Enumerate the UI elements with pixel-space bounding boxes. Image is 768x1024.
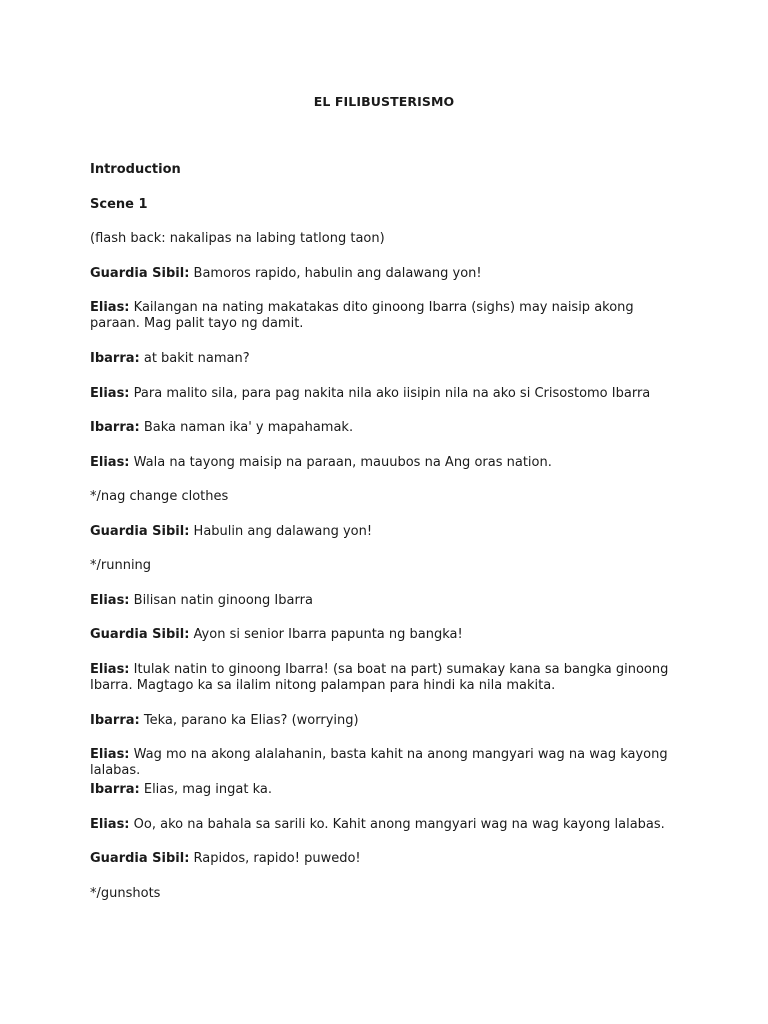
stage-direction: */nag change clothes	[90, 489, 229, 504]
speaker-name: Ibarra:	[90, 420, 140, 435]
dialogue-text: Wala na tayong maisip na paraan, mauubos na Ang oras nation.	[129, 455, 552, 470]
dialogue-text: Bamoros rapido, habulin ang dalawang yon!	[189, 266, 482, 281]
speaker-name: Ibarra:	[90, 351, 140, 366]
dialogue-line	[90, 524, 680, 540]
speaker-name: Guardia Sibil:	[90, 627, 190, 642]
dialogue-text: Teka, parano ka Elias? (worrying)	[139, 713, 359, 728]
speaker-name: Elias:	[90, 817, 130, 832]
speaker-name: Elias:	[90, 300, 130, 315]
dialogue-line	[90, 782, 680, 798]
dialogue-line	[90, 300, 660, 332]
dialogue-text: Wag mo na akong alalahanin, basta kahit na anong mangyari wag na wag kayong lalabas.	[90, 747, 668, 778]
dialogue-line	[90, 662, 670, 694]
dialogue-line	[90, 420, 680, 436]
section-heading: Introduction	[90, 162, 181, 177]
dialogue-text: Itulak natin to ginoong Ibarra! (sa boat na part) sumakay kana sa bangka ginoong Ibarra. Magtago ka sa ilalim nitong palampan para hindi ka nila makita.	[90, 662, 669, 693]
speaker-name: Elias:	[90, 662, 130, 677]
dialogue-line	[90, 627, 680, 643]
dialogue-text: Ayon si senior Ibarra papunta ng bangka!	[189, 627, 463, 642]
speaker-name: Elias:	[90, 747, 130, 762]
dialogue-line	[90, 351, 680, 367]
dialogue-line	[90, 851, 680, 867]
dialogue-text: Oo, ako na bahala sa sarili ko. Kahit anong mangyari wag na wag kayong lalabas.	[129, 817, 665, 832]
speaker-name: Ibarra:	[90, 782, 140, 797]
stage-direction: */running	[90, 558, 152, 573]
speaker-name: Guardia Sibil:	[90, 524, 190, 539]
dialogue-line	[90, 713, 680, 729]
document-title: EL FILIBUSTERISMO	[313, 94, 455, 109]
dialogue-text: Habulin ang dalawang yon!	[189, 524, 373, 539]
dialogue-text: Bilisan natin ginoong Ibarra	[129, 593, 313, 608]
speaker-name: Elias:	[90, 593, 130, 608]
dialogue-text: Kailangan na nating makatakas dito ginoong Ibarra (sighs) may naisip akong paraan. Mag palit tayo ng damit.	[90, 300, 634, 331]
dialogue-line	[90, 266, 680, 282]
dialogue-line	[90, 817, 690, 833]
dialogue-text: Para malito sila, para pag nakita nila ako iisipin nila na ako si Crisostomo Ibarra	[129, 386, 651, 401]
dialogue-text: at bakit naman?	[139, 351, 250, 366]
stage-direction: */gunshots	[90, 886, 161, 901]
dialogue-line	[90, 386, 680, 402]
dialogue-line	[90, 593, 680, 609]
speaker-name: Guardia Sibil:	[90, 266, 190, 281]
dialogue-text: Elias, mag ingat ka.	[139, 782, 273, 797]
dialogue-line	[90, 747, 690, 779]
dialogue-text: Rapidos, rapido! puwedo!	[189, 851, 361, 866]
stage-direction: (flash back: nakalipas na labing tatlong taon)	[90, 231, 385, 246]
speaker-name: Elias:	[90, 386, 130, 401]
scene-heading: Scene 1	[90, 197, 148, 212]
speaker-name: Elias:	[90, 455, 130, 470]
speaker-name: Guardia Sibil:	[90, 851, 190, 866]
speaker-name: Ibarra:	[90, 713, 140, 728]
dialogue-text: Baka naman ika' y mapahamak.	[139, 420, 354, 435]
dialogue-line	[90, 455, 680, 471]
